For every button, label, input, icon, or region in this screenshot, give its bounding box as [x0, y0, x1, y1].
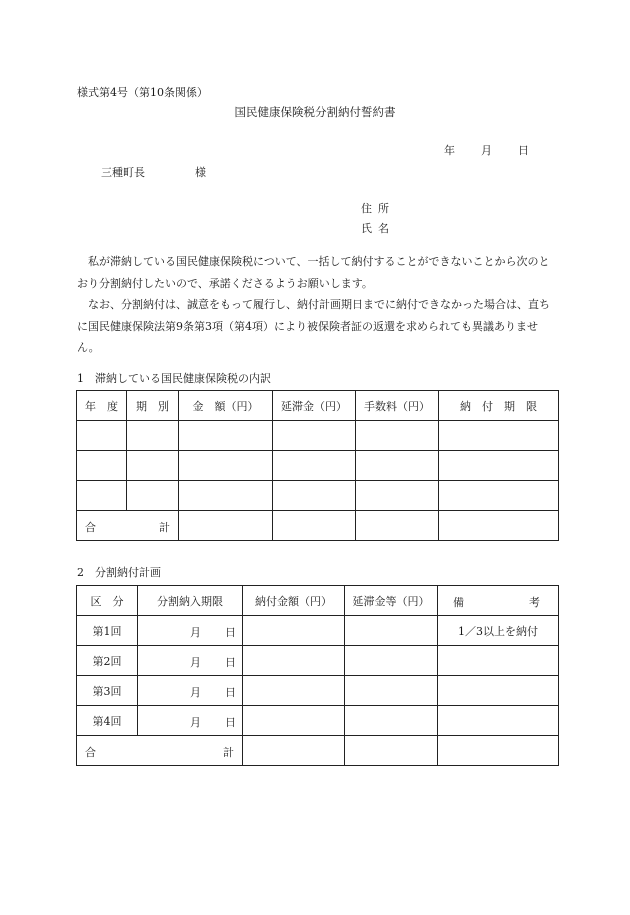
installment-note — [438, 706, 559, 736]
cell-fiscal-year[interactable] — [77, 421, 127, 451]
month-label: 月 — [190, 716, 201, 729]
section1-title: 1 滞納している国民健康保険税の内訳 — [77, 372, 271, 385]
header-amount: 金 額（円） — [179, 391, 273, 421]
header-category: 区 分 — [77, 586, 138, 616]
cell-due-date[interactable] — [439, 451, 559, 481]
addressee-name: 三種町長 — [101, 166, 145, 179]
total-due-date[interactable] — [439, 511, 559, 541]
table-row — [77, 421, 559, 451]
total-label-left: 合 — [85, 746, 96, 759]
cell-fiscal-year[interactable] — [77, 481, 127, 511]
document-title: 国民健康保険税分割納付誓約書 — [234, 105, 396, 119]
cell-due-date[interactable] — [439, 421, 559, 451]
header-late-fees: 延滞金等（円） — [345, 586, 438, 616]
header-period: 期 別 — [127, 391, 179, 421]
cell-late-fee[interactable] — [273, 451, 356, 481]
total-label-left: 合 — [85, 521, 96, 534]
installment-late-fee[interactable] — [345, 706, 438, 736]
total-payment-amount[interactable] — [243, 736, 345, 766]
total-remarks[interactable] — [438, 736, 559, 766]
installment-label: 第4回 — [77, 706, 138, 736]
date-day-label: 日 — [518, 144, 529, 157]
addressee — [101, 164, 206, 180]
installment-label: 第1回 — [77, 616, 138, 646]
cell-period[interactable] — [127, 451, 179, 481]
installment-amount[interactable] — [243, 676, 345, 706]
date-month-label: 月 — [481, 144, 492, 157]
arrears-table — [76, 390, 559, 541]
table-total-row — [77, 511, 559, 541]
total-handling-fee[interactable] — [356, 511, 439, 541]
header-remarks-right: 考 — [529, 596, 540, 609]
installment-label: 第2回 — [77, 646, 138, 676]
header-payment-amount: 納付金額（円） — [243, 586, 345, 616]
header-remarks-left: 備 — [453, 596, 464, 609]
installment-deadline[interactable] — [138, 616, 243, 646]
total-late-fee[interactable] — [273, 511, 356, 541]
month-label: 月 — [190, 686, 201, 699]
total-label — [77, 736, 243, 766]
installment-note — [438, 676, 559, 706]
day-label: 日 — [225, 686, 236, 699]
date-row — [444, 142, 529, 158]
installment-late-fee[interactable] — [345, 646, 438, 676]
section2-title: 2 分割納付計画 — [77, 566, 161, 579]
installment-amount[interactable] — [243, 616, 345, 646]
table-header-row — [77, 391, 559, 421]
day-label: 日 — [225, 656, 236, 669]
cell-period[interactable] — [127, 481, 179, 511]
form-number: 様式第4号（第10条関係） — [77, 86, 208, 99]
month-label: 月 — [190, 656, 201, 669]
cell-handling-fee[interactable] — [356, 451, 439, 481]
installment-amount[interactable] — [243, 646, 345, 676]
paragraph-text: 私が滞納している国民健康保険税について、一括して納付することができないことから次のとおり分割納付したいので、承諾くださるようお願いします。 — [77, 255, 550, 290]
installment-plan-table — [76, 585, 559, 766]
paragraph-text: なお、分割納付は、誠意をもって履行し、納付計画期日までに納付できなかった場合は、直ちに国民健康保険法第9条第3項（第4項）により被保険者証の返還を求められても異議ありません。 — [77, 298, 550, 354]
table-total-row — [77, 736, 559, 766]
address-label: 住所 — [361, 202, 395, 215]
total-amount[interactable] — [179, 511, 273, 541]
installment-late-fee[interactable] — [345, 676, 438, 706]
total-late-fees[interactable] — [345, 736, 438, 766]
header-fiscal-year: 年 度 — [77, 391, 127, 421]
day-label: 日 — [225, 626, 236, 639]
month-label: 月 — [190, 626, 201, 639]
installment-late-fee[interactable] — [345, 616, 438, 646]
table-row — [77, 676, 559, 706]
cell-amount[interactable] — [179, 481, 273, 511]
header-remarks — [438, 586, 559, 616]
table-row — [77, 481, 559, 511]
day-label: 日 — [225, 716, 236, 729]
header-late-fee: 延滞金（円） — [273, 391, 356, 421]
header-installment-deadline: 分割納入期限 — [138, 586, 243, 616]
paragraph-request — [77, 251, 557, 294]
paragraph-conditions — [77, 294, 557, 359]
installment-amount[interactable] — [243, 706, 345, 736]
installment-deadline[interactable] — [138, 706, 243, 736]
cell-period[interactable] — [127, 421, 179, 451]
cell-due-date[interactable] — [439, 481, 559, 511]
table-row — [77, 616, 559, 646]
table-row — [77, 706, 559, 736]
cell-handling-fee[interactable] — [356, 481, 439, 511]
total-label-right: 計 — [223, 746, 234, 759]
cell-handling-fee[interactable] — [356, 421, 439, 451]
table-row — [77, 451, 559, 481]
addressee-honorific: 様 — [195, 166, 206, 179]
cell-amount[interactable] — [179, 421, 273, 451]
header-due-date: 納 付 期 限 — [439, 391, 559, 421]
installment-note — [438, 646, 559, 676]
installment-deadline[interactable] — [138, 676, 243, 706]
installment-deadline[interactable] — [138, 646, 243, 676]
table-row — [77, 646, 559, 676]
date-year-label: 年 — [444, 144, 455, 157]
installment-note: 1／3以上を納付 — [438, 616, 559, 646]
total-label-right: 計 — [159, 521, 170, 534]
cell-amount[interactable] — [179, 451, 273, 481]
cell-late-fee[interactable] — [273, 481, 356, 511]
installment-label: 第3回 — [77, 676, 138, 706]
cell-late-fee[interactable] — [273, 421, 356, 451]
table-header-row — [77, 586, 559, 616]
header-handling-fee: 手数料（円） — [356, 391, 439, 421]
name-label: 氏名 — [361, 222, 395, 235]
cell-fiscal-year[interactable] — [77, 451, 127, 481]
total-label — [77, 511, 179, 541]
